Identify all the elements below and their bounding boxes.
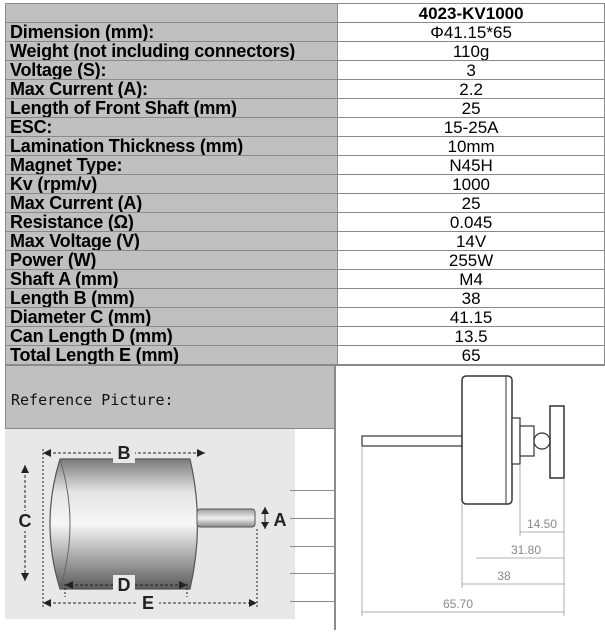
spec-label: Length B (mm) [6,289,338,308]
spec-label: Diameter C (mm) [6,308,338,327]
drawing-mount [512,418,520,464]
spec-label: Power (W) [6,251,338,270]
table-row [6,156,605,175]
model-name: 4023-KV1000 [338,4,605,23]
table-row [6,308,605,327]
spec-label: Max Voltage (V) [6,232,338,251]
dimension-diagram [5,429,335,630]
spec-label: Total Length E (mm) [6,346,338,365]
spec-label: Max Current (A) [6,194,338,213]
spec-value: 15-25A [338,118,605,137]
spec-label: Voltage (S): [6,61,338,80]
grid-line [290,546,335,547]
spec-table [5,3,605,365]
spec-value: 25 [338,194,605,213]
spec-label: Resistance (Ω) [6,213,338,232]
spec-value: 65 [338,346,605,365]
motor-shaft [197,509,255,527]
spec-label: Lamination Thickness (mm) [6,137,338,156]
grid-line [290,518,335,519]
table-row [6,232,605,251]
table-row [6,251,605,270]
dim-a-letter: A [273,510,287,530]
spec-value: 0.045 [338,213,605,232]
table-row [6,270,605,289]
spec-label: Weight (not including connectors) [6,42,338,61]
header-label-cell [6,4,338,23]
spec-label: ESC: [6,118,338,137]
dimension-diagram-svg [5,429,335,630]
grid-line [290,490,335,491]
table-header-row [6,4,605,23]
drawing-dim-14-50: 14.50 [526,517,558,531]
grid-line [290,601,335,602]
spec-label: Max Current (A): [6,80,338,99]
spec-value: 14V [338,232,605,251]
spec-table-body [6,4,605,365]
technical-drawing [335,365,605,630]
spec-label: Shaft A (mm) [6,270,338,289]
spec-value: 13.5 [338,327,605,346]
spec-label: Dimension (mm): [6,23,338,42]
spec-label: Kv (rpm/v) [6,175,338,194]
drawing-motor-body [462,376,512,504]
spec-label: Length of Front Shaft (mm) [6,99,338,118]
table-row [6,23,605,42]
drawing-end-plate [550,406,564,478]
table-row [6,194,605,213]
table-row [6,175,605,194]
table-row [6,213,605,232]
spec-value: 41.15 [338,308,605,327]
spec-value: N45H [338,156,605,175]
spec-value: 1000 [338,175,605,194]
dim-e-letter: E [141,593,155,613]
table-row [6,42,605,61]
dim-c-letter: C [18,511,32,531]
table-row [6,80,605,99]
spec-value: 10mm [338,137,605,156]
spec-value: M4 [338,270,605,289]
table-row [6,137,605,156]
dim-b-letter: B [117,443,131,463]
technical-drawing-svg [336,366,605,631]
table-row [6,346,605,365]
spec-value: 3 [338,61,605,80]
spec-value: 2.2 [338,80,605,99]
spec-label: Magnet Type: [6,156,338,175]
drawing-shaft [362,436,462,446]
spec-label: Can Length D (mm) [6,327,338,346]
reference-label-cell [5,365,335,429]
drawing-bearing [520,426,534,456]
grid-line [290,573,335,574]
spec-value: Φ41.15*65 [338,23,605,42]
spec-value: 255W [338,251,605,270]
spec-value: 38 [338,289,605,308]
drawing-dim-38: 38 [497,569,511,583]
reference-picture-label: Reference Picture: [11,391,174,409]
table-row [6,289,605,308]
motor-body [50,459,198,589]
drawing-dim-65-70: 65.70 [442,597,474,611]
spec-value: 110g [338,42,605,61]
dim-d-letter: D [117,575,131,595]
spec-value: 25 [338,99,605,118]
table-row [6,61,605,80]
table-row [6,327,605,346]
drawing-hub [534,433,550,449]
table-row [6,118,605,137]
drawing-dim-31-80: 31.80 [510,543,542,557]
table-row [6,99,605,118]
